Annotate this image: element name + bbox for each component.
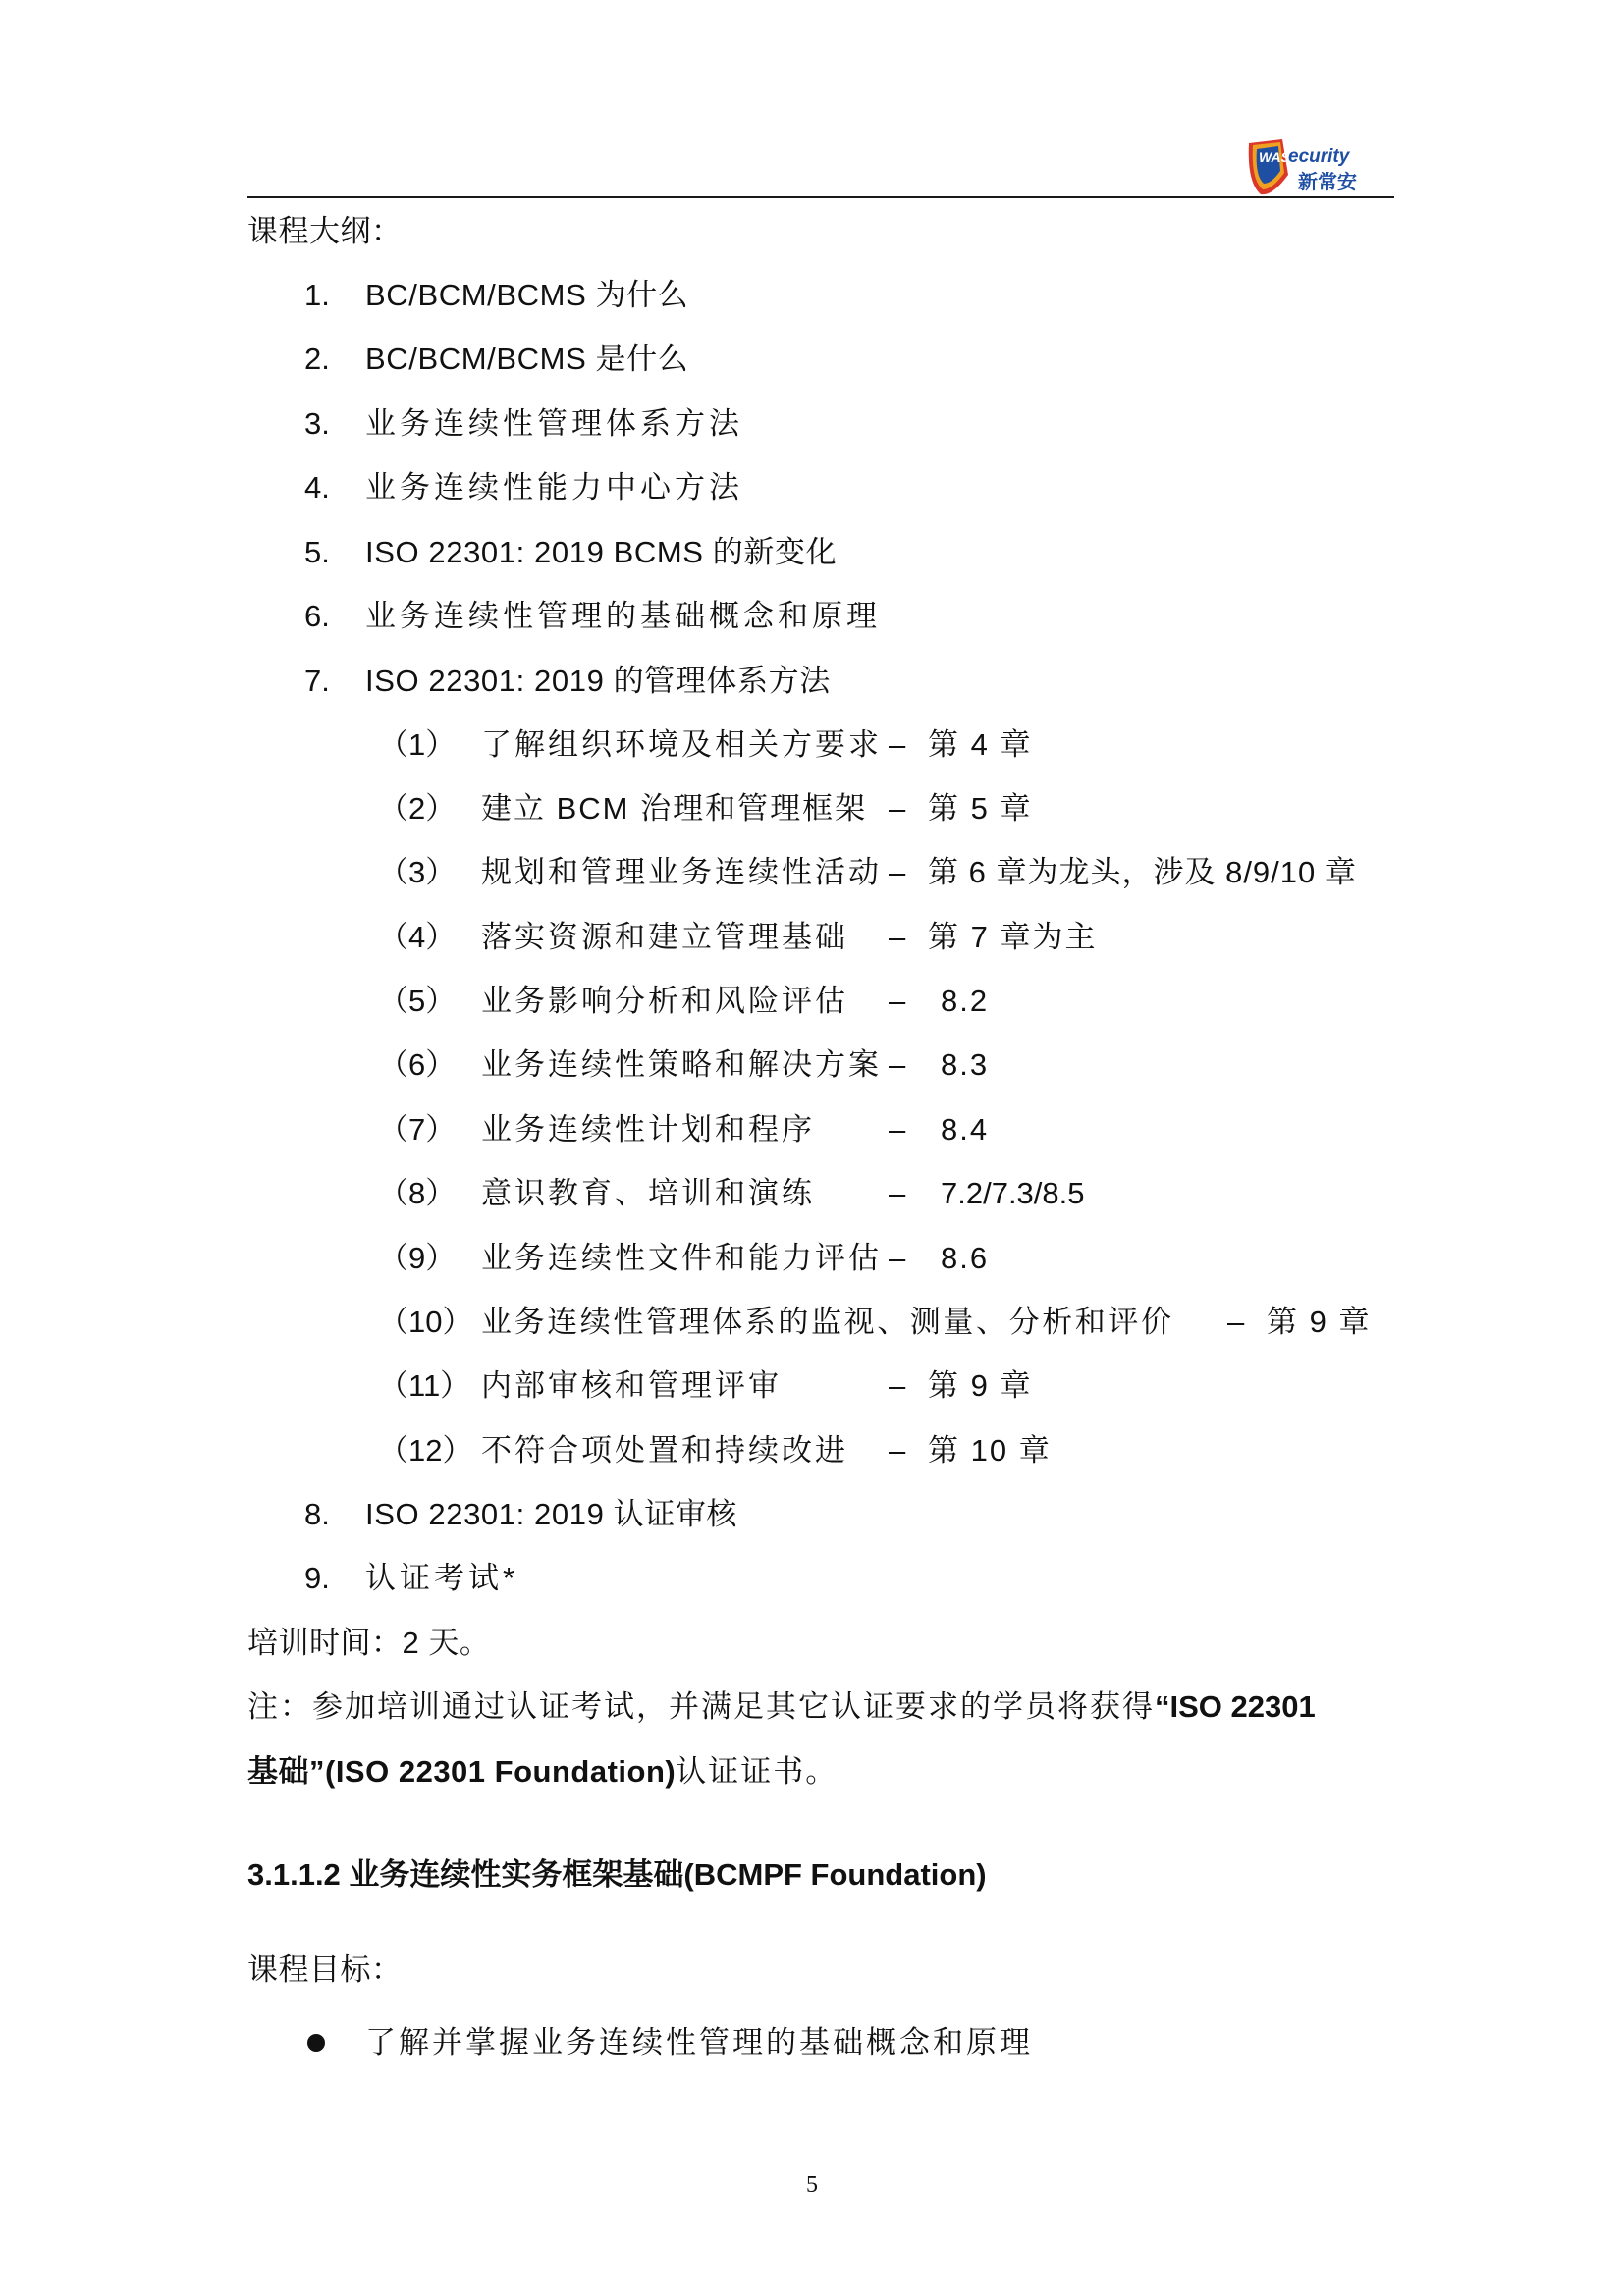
outline-item-number: 8. [304, 1497, 330, 1531]
sub-item-number: （3） [378, 855, 457, 889]
note-prefix: 注：参加培训通过认证考试，并满足其它认证要求的学员将获得 [247, 1689, 1155, 1724]
objectives-title: 课程目标： [247, 1952, 403, 1987]
sub-item-text: 意识教育、培训和演练 [481, 1176, 815, 1210]
sub-item-reference: 第 6 章为龙头，涉及 8/9/10 章 [928, 855, 1357, 889]
sub-item-text: 落实资源和建立管理基础 [481, 920, 848, 954]
bullet-dot-icon [307, 2034, 325, 2052]
outline-item-number: 2. [304, 342, 330, 376]
note-cert-name: “ISO 22301 [1155, 1689, 1316, 1724]
header-rule [247, 196, 1394, 198]
sub-item-text: 内部审核和管理评审 [481, 1368, 782, 1403]
sub-item-dash: – [889, 791, 906, 826]
sub-item-text: 建立 BCM 治理和管理框架 [481, 791, 868, 826]
sub-item-dash: – [889, 1112, 906, 1147]
outline-item-text: BC/BCM/BCMS 是什么 [365, 342, 689, 376]
outline-item-text: ISO 22301: 2019 的管理体系方法 [365, 664, 831, 698]
wasecurity-logo [1243, 135, 1390, 198]
sub-item-text: 业务连续性文件和能力评估 [481, 1241, 882, 1275]
outline-item-text: ISO 22301: 2019 BCMS 的新变化 [365, 535, 838, 569]
sub-item-reference: 第 9 章 [1267, 1305, 1372, 1339]
outline-item-number: 1. [304, 278, 330, 312]
sub-item-dash: – [889, 1241, 906, 1275]
sub-item-dash: – [889, 984, 906, 1018]
sub-item-dash: – [889, 1368, 906, 1403]
sub-item-number: （5） [378, 984, 457, 1018]
outline-item-number: 9. [304, 1561, 330, 1595]
sub-item-text: 了解组织环境及相关方要求 [481, 727, 882, 762]
note-line-2 [247, 1754, 838, 1789]
sub-item-reference: 7.2/7.3/8.5 [941, 1176, 1085, 1210]
note-cert-name-continued: 基础”(ISO 22301 Foundation) [247, 1754, 677, 1789]
svg-text:ecurity: ecurity [1288, 146, 1350, 167]
sub-item-number: （12） [378, 1433, 473, 1468]
outline-item-number: 3. [304, 406, 330, 441]
sub-item-number: （8） [378, 1176, 457, 1210]
outline-item-text: 业务连续性管理的基础概念和原理 [365, 599, 881, 633]
sub-item-reference: 第 7 章为主 [928, 920, 1098, 954]
outline-item-text: BC/BCM/BCMS 为什么 [365, 278, 689, 312]
outline-item-number: 7. [304, 664, 330, 698]
note-suffix: 认证证书。 [676, 1754, 839, 1789]
sub-item-text: 不符合项处置和持续改进 [481, 1433, 848, 1468]
outline-item-text: 认证考试* [365, 1561, 519, 1595]
outline-item-number: 5. [304, 535, 330, 569]
sub-item-dash: – [889, 855, 906, 889]
sub-item-reference: 第 4 章 [928, 727, 1033, 762]
sub-item-number: （2） [378, 791, 457, 826]
sub-item-number: （1） [378, 727, 457, 762]
sub-item-reference: 第 9 章 [928, 1368, 1033, 1403]
sub-item-text: 业务连续性计划和程序 [481, 1112, 815, 1147]
sub-item-dash: – [1227, 1305, 1245, 1339]
sub-item-text: 业务连续性策略和解决方案 [481, 1047, 882, 1082]
training-time: 培训时间：2 天。 [247, 1626, 491, 1660]
sub-item-reference: 第 5 章 [928, 791, 1033, 826]
outline-item-text: ISO 22301: 2019 认证审核 [365, 1497, 738, 1531]
sub-item-reference: 第 10 章 [928, 1433, 1052, 1468]
sub-item-text: 业务连续性管理体系的监视、测量、分析和评价 [481, 1305, 1174, 1339]
note-line-1 [247, 1689, 1316, 1725]
sub-item-dash: – [889, 1433, 906, 1468]
sub-item-number: （11） [378, 1368, 471, 1403]
outline-item-text: 业务连续性能力中心方法 [365, 470, 743, 505]
section-heading: 3.1.1.2 业务连续性实务框架基础(BCMPF Foundation) [247, 1857, 987, 1892]
outline-title: 课程大纲： [247, 214, 403, 248]
sub-item-reference: 8.3 [941, 1047, 990, 1082]
page-number: 5 [806, 2172, 818, 2198]
outline-item-number: 6. [304, 599, 330, 633]
sub-item-text: 业务影响分析和风险评估 [481, 984, 848, 1018]
sub-item-number: （7） [378, 1112, 457, 1147]
sub-item-number: （6） [378, 1047, 457, 1082]
svg-text:新常安: 新常安 [1298, 170, 1357, 193]
sub-item-text: 规划和管理业务连续性活动 [481, 855, 882, 889]
sub-item-reference: 8.6 [941, 1241, 990, 1275]
sub-item-number: （9） [378, 1241, 457, 1275]
sub-item-dash: – [889, 1047, 906, 1082]
sub-item-reference: 8.4 [941, 1112, 990, 1147]
sub-item-number: （4） [378, 920, 457, 954]
sub-item-number: （10） [378, 1305, 473, 1339]
sub-item-reference: 8.2 [941, 984, 990, 1018]
sub-item-dash: – [889, 920, 906, 954]
svg-text:WAS: WAS [1259, 149, 1290, 165]
objective-item: 了解并掌握业务连续性管理的基础概念和原理 [365, 2025, 1033, 2059]
outline-item-text: 业务连续性管理体系方法 [365, 406, 743, 441]
sub-item-dash: – [889, 1176, 906, 1210]
sub-item-dash: – [889, 727, 906, 762]
outline-item-number: 4. [304, 470, 330, 505]
